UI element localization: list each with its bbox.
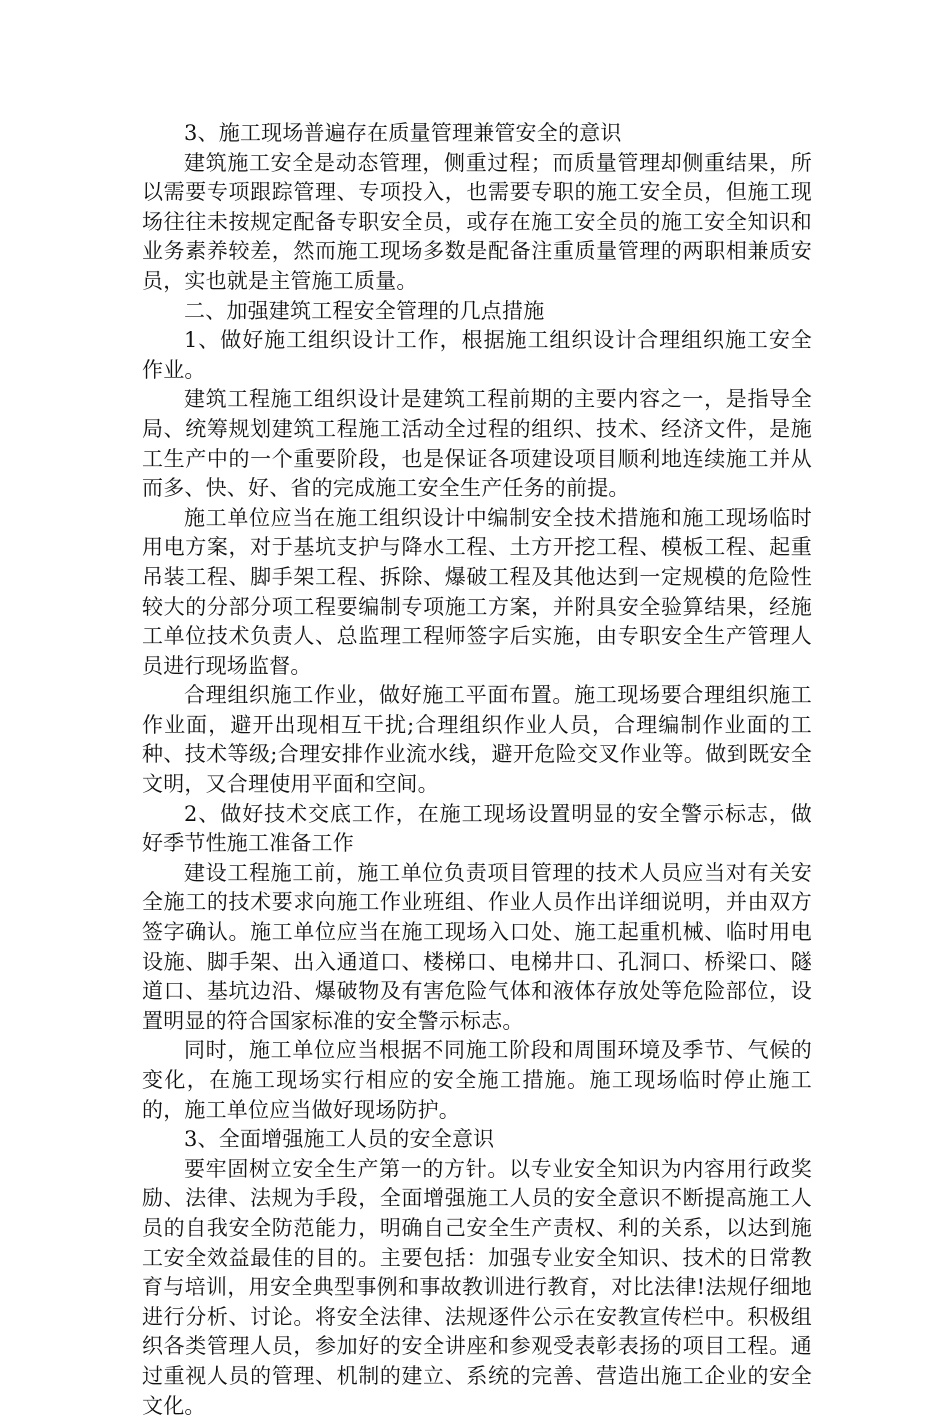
section-heading-quality-safety: 3、施工现场普遍存在质量管理兼管安全的意识 (184, 121, 622, 145)
paragraph-dynamic-management: 建筑施工安全是动态管理，侧重过程；而质量管理却侧重结果，所以需要专项跟踪管理、专项投入，也需要专职的施工安全员，但施工现场往往未按规定配备专职安全员，或存在施工安全员的施工安全知识和业务素养较差，然而施工现场多数是配备注重质量管理的两职相兼质安员，实也就是主管施工质量。 (142, 150, 812, 293)
document-page (142, 119, 812, 1421)
section-heading-measures: 二、加强建筑工程安全管理的几点措施 (184, 298, 545, 323)
paragraph-construction-design: 建筑工程施工组织设计是建筑工程前期的主要内容之一，是指导全局、统筹规划建筑工程施工活动全过程的组织、技术、经济文件，是施工生产中的一个重要阶段，也是保证各项建设项目顺利地连续施工并从而多、快、好、省的完成施工安全生产任务的前提。 (142, 387, 812, 501)
paragraph-measure-2: 2、做好技术交底工作，在施工现场设置明显的安全警示标志，做好季节性施工准备工作 (142, 801, 812, 856)
paragraph-safety-technical-measures: 施工单位应当在施工组织设计中编制安全技术措施和施工现场临时用电方案，对于基坑支护与降水工程、土方开挖工程、模板工程、起重吊装工程、脚手架工程、拆除、爆破工程及其他达到一定规模的危险性较大的分部分项工程要编制专项施工方案，并附具安全验算结果，经施工单位技术负责人、总监理工程师签字后实施，由专职安全生产管理人员进行现场监督。 (142, 505, 812, 678)
paragraph-seasonal-measures: 同时，施工单位应当根据不同施工阶段和周围环境及季节、气候的变化，在施工现场实行相应的安全施工措施。施工现场临时停止施工的，施工单位应当做好现场防护。 (142, 1038, 812, 1122)
paragraph-safety-first: 要牢固树立安全生产第一的方针。以专业安全知识为内容用行政奖励、法律、法规为手段，全面增强施工人员的安全意识不断提高施工人员的自我安全防范能力，明确自己安全生产责权、利的关系，以达到施工安全效益最佳的目的。主要包括：加强专业安全知识、技术的日常教育与培训，用安全典型事例和事故教训进行教育，对比法律!法规仔细地进行分析、讨论。将安全法律、法规逐件公示在安教宣传栏中。积极组织各类管理人员，参加好的安全讲座和参观受表彰表扬的项目工程。通过重视人员的管理、机制的建立、系统的完善、营造出施工企业的安全文化。 (142, 1156, 812, 1418)
section-heading-safety-awareness: 3、全面增强施工人员的安全意识 (184, 1127, 495, 1152)
paragraph-measure-1: 1、做好施工组织设计工作，根据施工组织设计合理组织施工安全作业。 (142, 328, 812, 382)
paragraph-technical-briefing: 建设工程施工前，施工单位负责项目管理的技术人员应当对有关安全施工的技术要求向施工作业班组、作业人员作出详细说明，并由双方签字确认。施工单位应当在施工现场入口处、施工起重机械、临时用电设施、脚手架、出入通道口、楼梯口、电梯井口、孔洞口、桥梁口、隧道口、基坑边沿、爆破物及有害危险气体和液体存放处等危险部位，设置明显的符合国家标准的安全警示标志。 (142, 860, 812, 1033)
paragraph-organize-work: 合理组织施工作业，做好施工平面布置。施工现场要合理组织施工作业面，避开出现相互干扰;合理组织作业人员，合理编制作业面的工种、技术等级;合理安排作业流水线，避开危险交叉作业等。做到既安全文明，又合理使用平面和空间。 (142, 683, 812, 797)
